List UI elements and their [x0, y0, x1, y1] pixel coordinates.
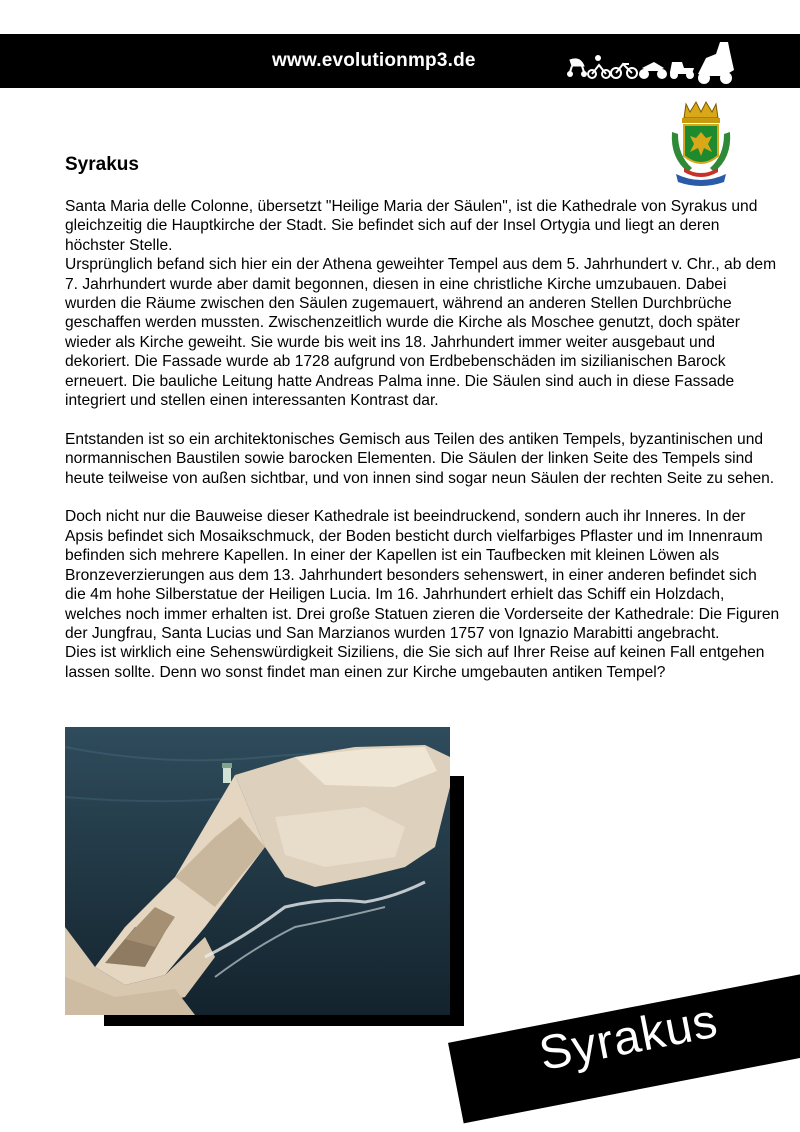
scooter-icon: [670, 62, 694, 79]
bicycle-icon: [611, 64, 637, 78]
balance-bike-icon: [588, 55, 610, 78]
paragraph: Santa Maria delle Colonne, übersetzt "Heilige Maria der Säulen", ist die Kathedrale von Syrakus und gleichzeitig die Hauptkirche der Stadt. Sie befindet sich auf der Insel Ortygia und liegt an deren höchster Stelle.: [65, 198, 758, 254]
page-title: Syrakus: [65, 154, 139, 175]
city-coat-of-arms-icon: [666, 98, 736, 190]
vehicle-icons: [566, 38, 736, 86]
stroller-icon: [567, 59, 587, 77]
coastal-fortress-photo: [65, 727, 450, 1015]
paragraph: Entstanden ist so ein architektonisches Gemisch aus Teilen des antiken Tempels, byzantinischen und normannischen Baustilen sowie barocken Elementen. Die Säulen der linken Seite des Tempels sind heute teilweise von außen sichtbar, und von innen sind sogar neun Säulen der rechten Seite zu sehen.: [65, 430, 775, 487]
site-url-link[interactable]: www.evolutionmp3.de: [272, 50, 476, 71]
paragraph: Doch nicht nur die Bauweise dieser Kathedrale ist beeindruckend, sondern auch ihr Inneres. In der Apsis befindet sich Mosaikschmuck, der Boden besticht durch vielfarbiges Pflaster und im Innenraum befinden sich mehrere Kapellen. In einer der Kapellen ist ein Taufbecken mit kleinen Löwen als Bronzeverzierungen aus dem 13. Jahrhundert besonders sehenswert, in einer anderen befindet sich die 4m hohe Silberstatue der Heiligen Lucia. Im 16. Jahrhundert erhielt das Schiff ein Holzdach, welches noch immer erhalten ist. Drei große Statuen zieren die Vorderseite der Kathedrale: Die Figuren der Jungfrau, Santa Lucias und San Marzianos wurden 1757 von Ignazio Marabitti angebracht.: [65, 508, 780, 642]
article-body: [65, 197, 780, 682]
paragraph: Dies ist wirklich eine Sehenswürdigkeit Siziliens, die Sie sich auf Ihrer Reise auf keinen Fall entgehen lassen sollte. Denn wo sonst findet man einen zur Kirche umgebauten antiken Tempel?: [65, 644, 765, 681]
title-banner: [448, 963, 800, 1124]
motorcycle-icon: [639, 62, 667, 79]
motorbike-rider-icon: [698, 42, 734, 84]
banner-title: Syrakus: [534, 994, 723, 1082]
paragraph: Ursprünglich befand sich hier ein der Athena geweihter Tempel aus dem 5. Jahrhundert v. Chr., ab dem 7. Jahrhundert wurde aber damit begonnen, diesen in eine christliche Kirche umzubauen. Dabei wurden die Räume zwischen den Säulen zugemauert, während an anderen Stellen Durchbrüche geschaffen werden mussten. Zwischenzeitlich wurde die Kirche als Moschee genutzt, doch später wieder als Kirche geweiht. Sie wurde bis weit ins 18. Jahrhundert immer weiter ausgebaut und dekoriert. Die Fassade wurde ab 1728 aufgrund von Erdbebenschäden im sizilianischen Barock erneuert. Die bauliche Leitung hatte Andreas Palma inne. Die Säulen sind auch in diese Fassade integriert und stellen einen interessanten Kontrast dar.: [65, 256, 777, 410]
